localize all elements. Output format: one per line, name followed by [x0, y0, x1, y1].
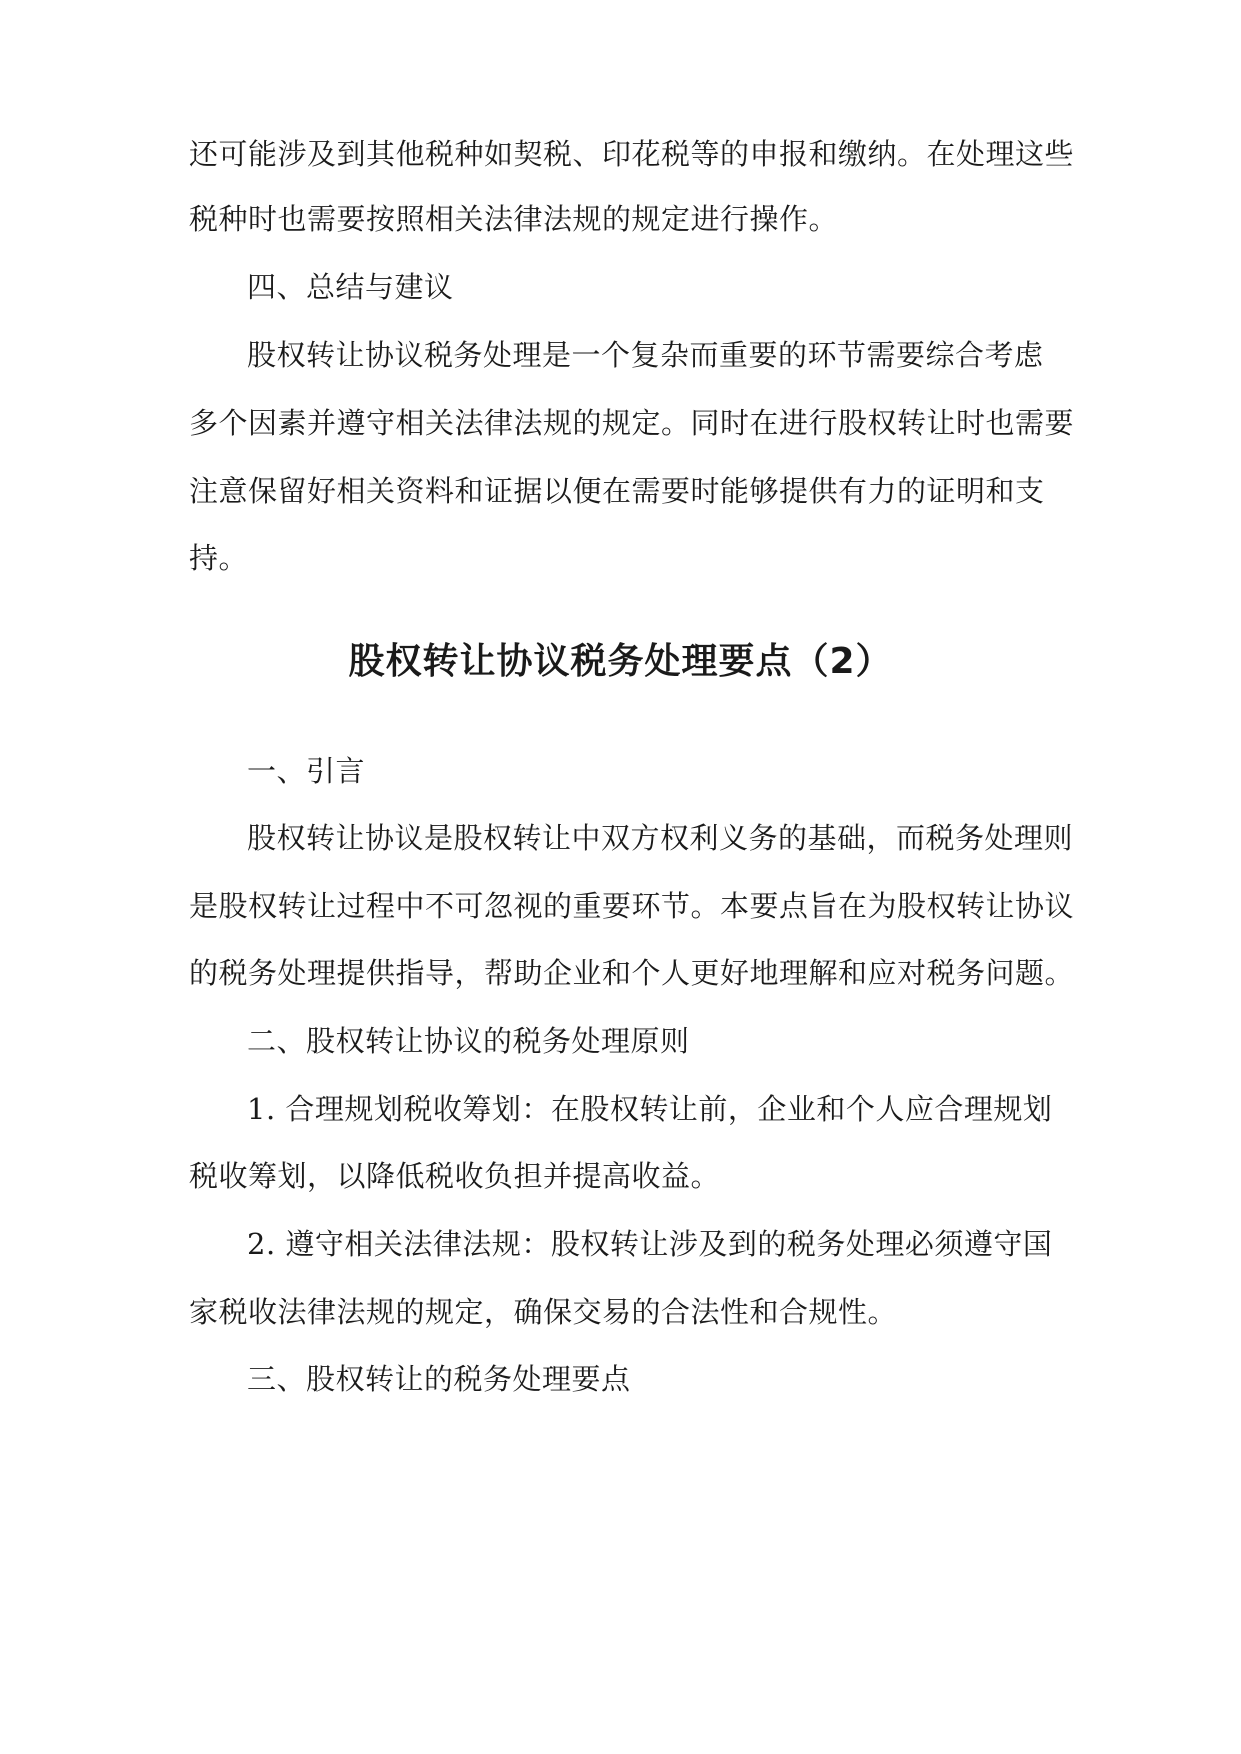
paragraph-line: 还可能涉及到其他税种如契税、印花税等的申报和缴纳。在处理这些: [189, 137, 1075, 171]
list-item-line: 2. 遵守相关法律法规：股权转让涉及到的税务处理必须遵守国: [247, 1227, 1053, 1261]
paragraph-line: 多个因素并遵守相关法律法规的规定。同时在进行股权转让时也需要: [189, 406, 1075, 440]
paragraph-line: 股权转让协议是股权转让中双方权利义务的基础，而税务处理则: [247, 821, 1074, 855]
paragraph-line: 注意保留好相关资料和证据以便在需要时能够提供有力的证明和支: [189, 474, 1045, 508]
list-item-line: 家税收法律法规的规定，确保交易的合法性和合规性。: [189, 1295, 898, 1329]
section-heading-principles: 二、股权转让协议的税务处理原则: [247, 1024, 690, 1058]
section-heading-intro: 一、引言: [247, 754, 366, 788]
list-item-line: 1. 合理规划税收筹划：在股权转让前，企业和个人应合理规划: [247, 1092, 1053, 1126]
paragraph-line: 的税务处理提供指导，帮助企业和个人更好地理解和应对税务问题。: [189, 956, 1075, 990]
paragraph-line: 税种时也需要按照相关法律法规的规定进行操作。: [189, 202, 839, 236]
section-heading-summary: 四、总结与建议: [247, 270, 454, 304]
section-heading-key-points: 三、股权转让的税务处理要点: [247, 1362, 631, 1396]
list-item-line: 税收筹划，以降低税收负担并提高收益。: [189, 1159, 721, 1193]
paragraph-line: 持。: [189, 541, 249, 575]
document-title: 股权转让协议税务处理要点（2）: [348, 641, 893, 682]
paragraph-line: 股权转让协议税务处理是一个复杂而重要的环节需要综合考虑: [247, 338, 1044, 372]
paragraph-line: 是股权转让过程中不可忽视的重要环节。本要点旨在为股权转让协议: [189, 889, 1075, 923]
